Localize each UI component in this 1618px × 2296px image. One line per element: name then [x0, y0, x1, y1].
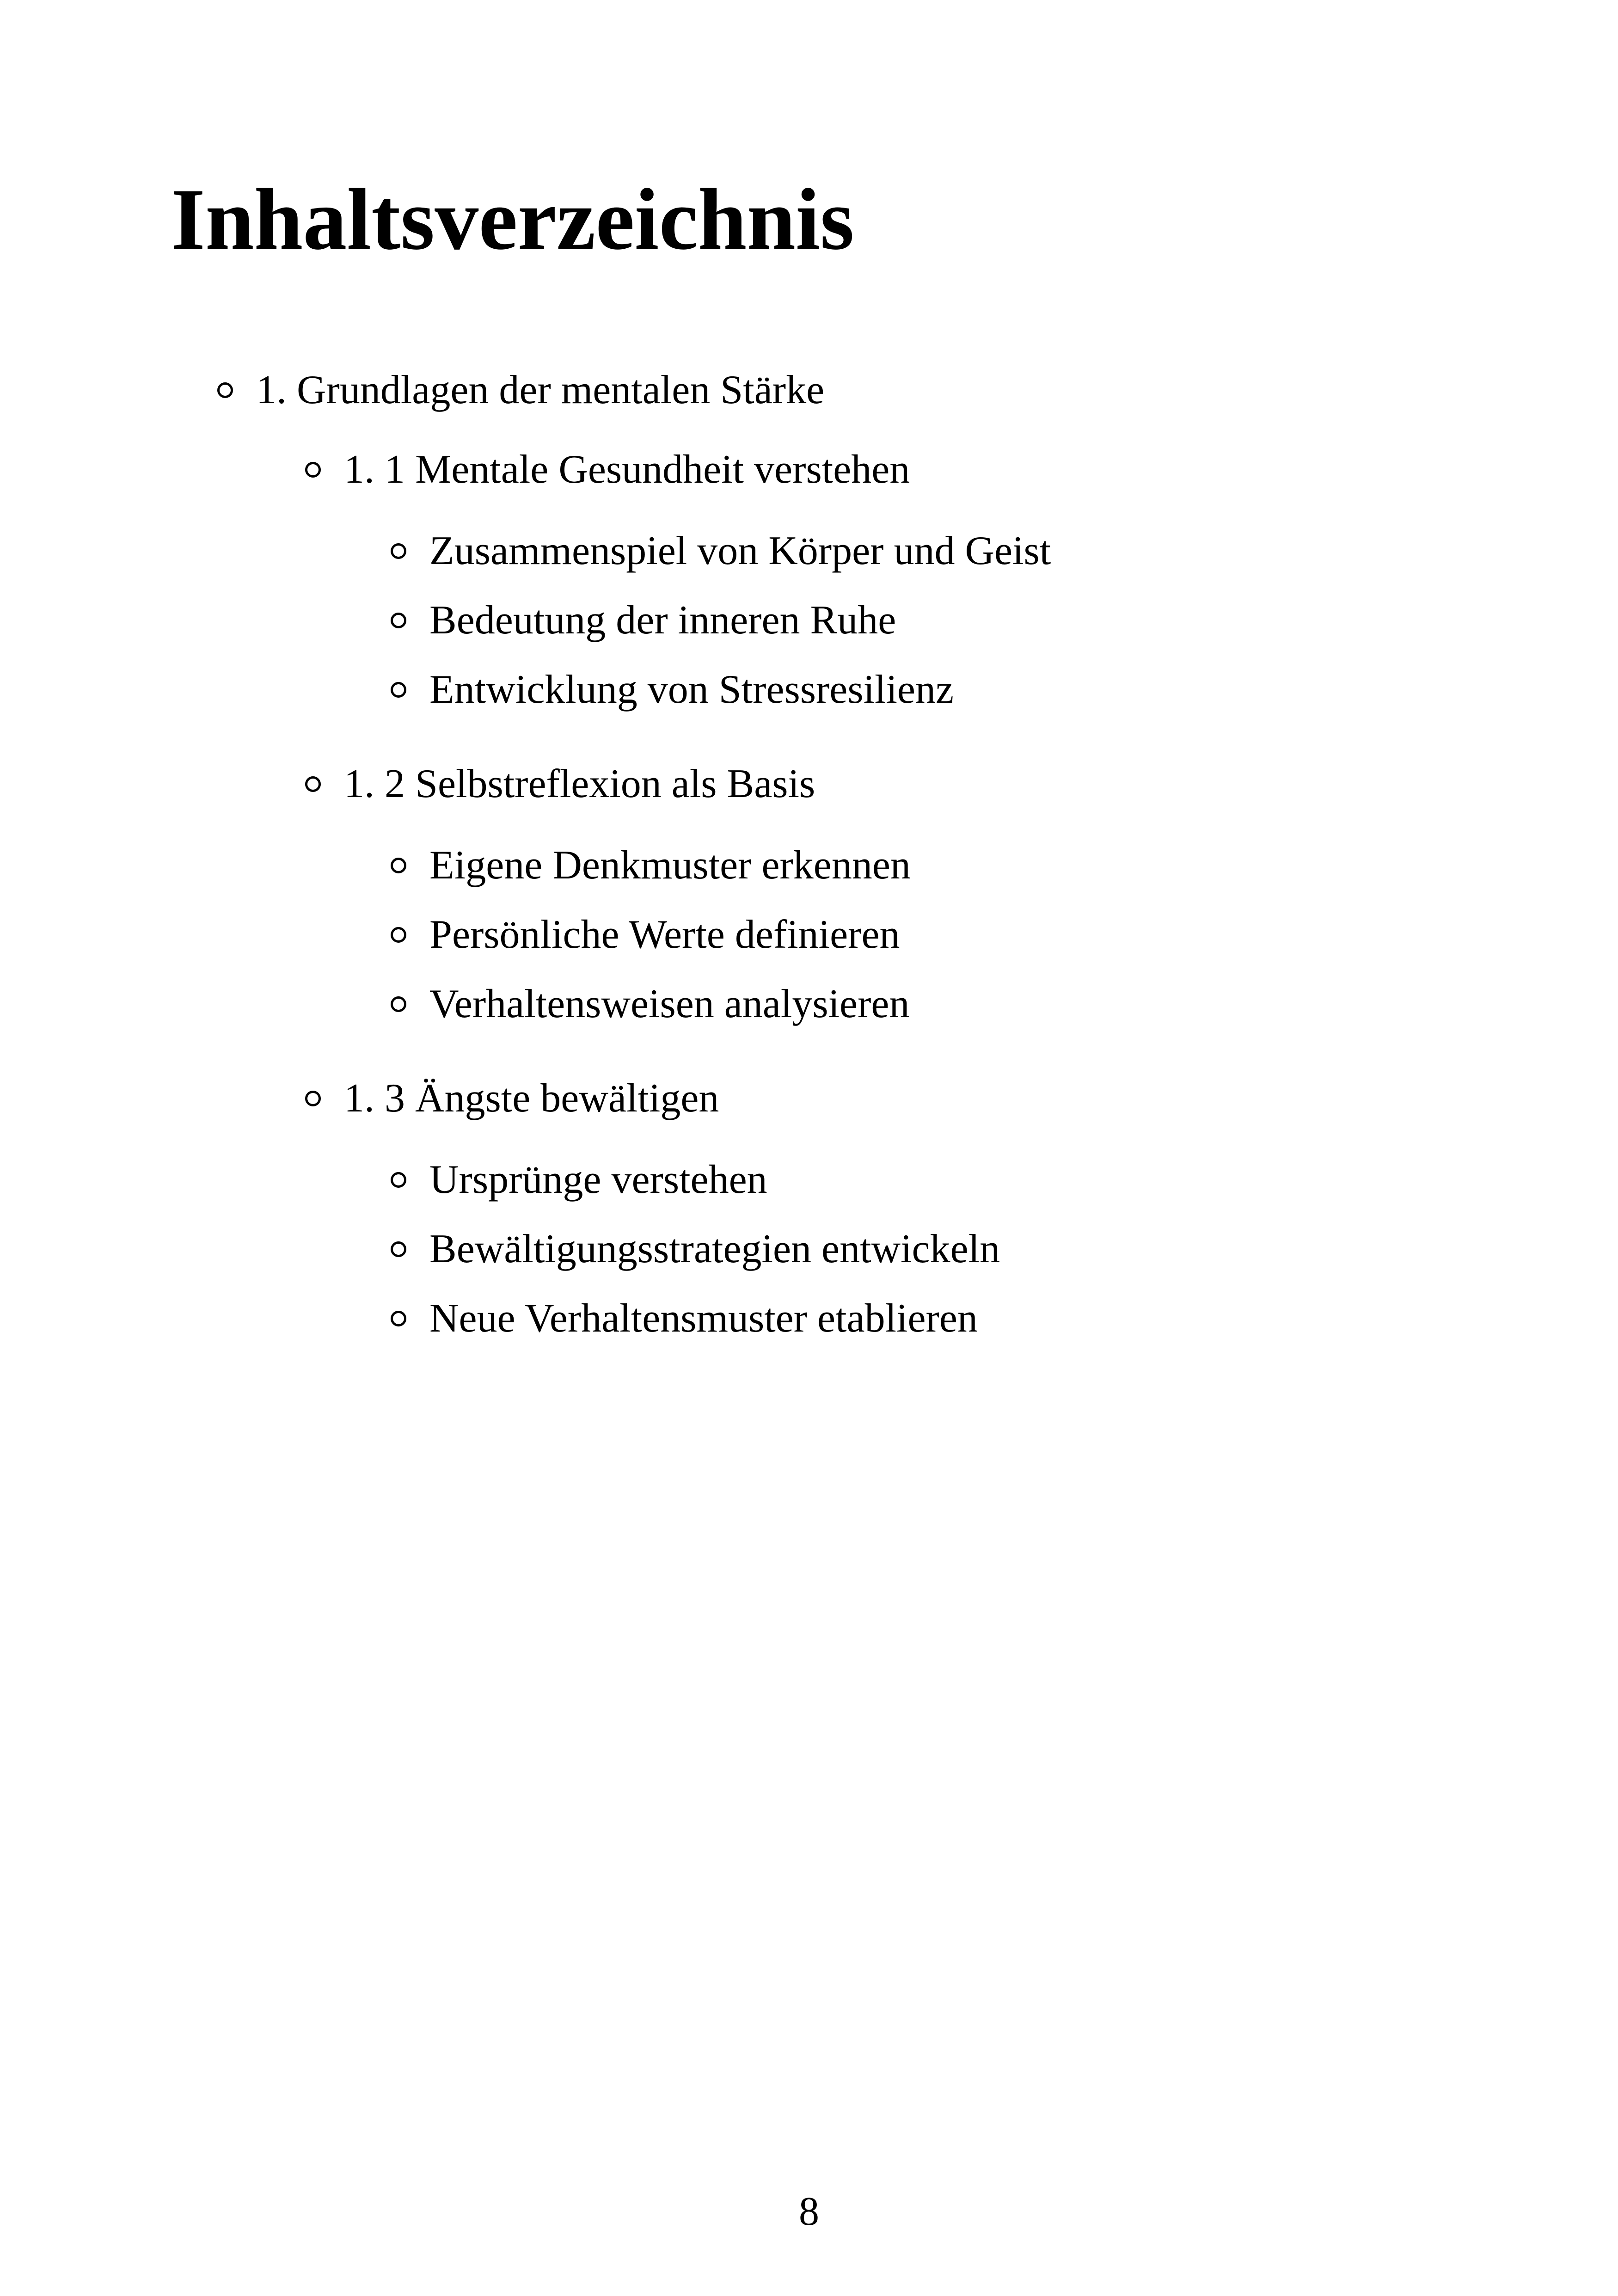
toc-item — [391, 528, 1051, 573]
toc-item — [391, 1298, 978, 1339]
toc-item-label: Verhaltensweisen analysieren — [429, 982, 910, 1026]
toc-item-label: Bedeutung der inneren Ruhe — [429, 598, 896, 643]
toc-item — [391, 912, 900, 957]
toc-item-label: Persönliche Werte definieren — [429, 912, 900, 957]
circle-bullet-icon — [391, 682, 406, 698]
toc-item-label: Bewältigungsstrategien entwickeln — [429, 1227, 1000, 1271]
circle-bullet-icon — [217, 382, 233, 398]
toc-item-label: Entwicklung von Stressresilienz — [429, 667, 954, 712]
toc-section-1-3 — [305, 1078, 719, 1119]
toc-item — [391, 600, 896, 641]
circle-bullet-icon — [391, 996, 406, 1012]
page-number: 8 — [799, 2189, 819, 2234]
circle-bullet-icon — [391, 613, 406, 628]
toc-section-label: 1. 1 Mentale Gesundheit verstehen — [344, 447, 910, 492]
toc-section-label: 1. 3 Ängste bewältigen — [344, 1076, 719, 1121]
toc-item — [391, 1229, 1000, 1270]
toc-section-label: 1. 2 Selbstreflexion als Basis — [344, 761, 815, 806]
toc-chapter-label: 1. Grundlagen der mentalen Stärke — [256, 368, 825, 412]
toc-section-1-1 — [305, 449, 910, 490]
toc-item-label: Eigene Denkmuster erkennen — [429, 843, 911, 888]
circle-bullet-icon — [391, 858, 406, 873]
circle-bullet-icon — [391, 927, 406, 943]
circle-bullet-icon — [391, 1241, 406, 1257]
toc-item — [391, 984, 909, 1025]
circle-bullet-icon — [305, 1091, 321, 1106]
circle-bullet-icon — [391, 543, 406, 559]
toc-item — [391, 1157, 767, 1202]
toc-item-label: Zusammenspiel von Körper und Geist — [429, 528, 1051, 573]
toc-chapter-1 — [217, 370, 824, 411]
circle-bullet-icon — [391, 1311, 406, 1326]
toc-item — [391, 845, 911, 886]
page-title: Inhaltsverzeichnis — [171, 171, 854, 268]
toc-item — [391, 669, 954, 710]
toc-item-label: Ursprünge verstehen — [429, 1157, 767, 1202]
circle-bullet-icon — [305, 776, 321, 792]
circle-bullet-icon — [305, 462, 321, 478]
toc-section-1-2 — [305, 761, 815, 806]
circle-bullet-icon — [391, 1172, 406, 1188]
toc-item-label: Neue Verhaltensmuster etablieren — [429, 1296, 978, 1341]
